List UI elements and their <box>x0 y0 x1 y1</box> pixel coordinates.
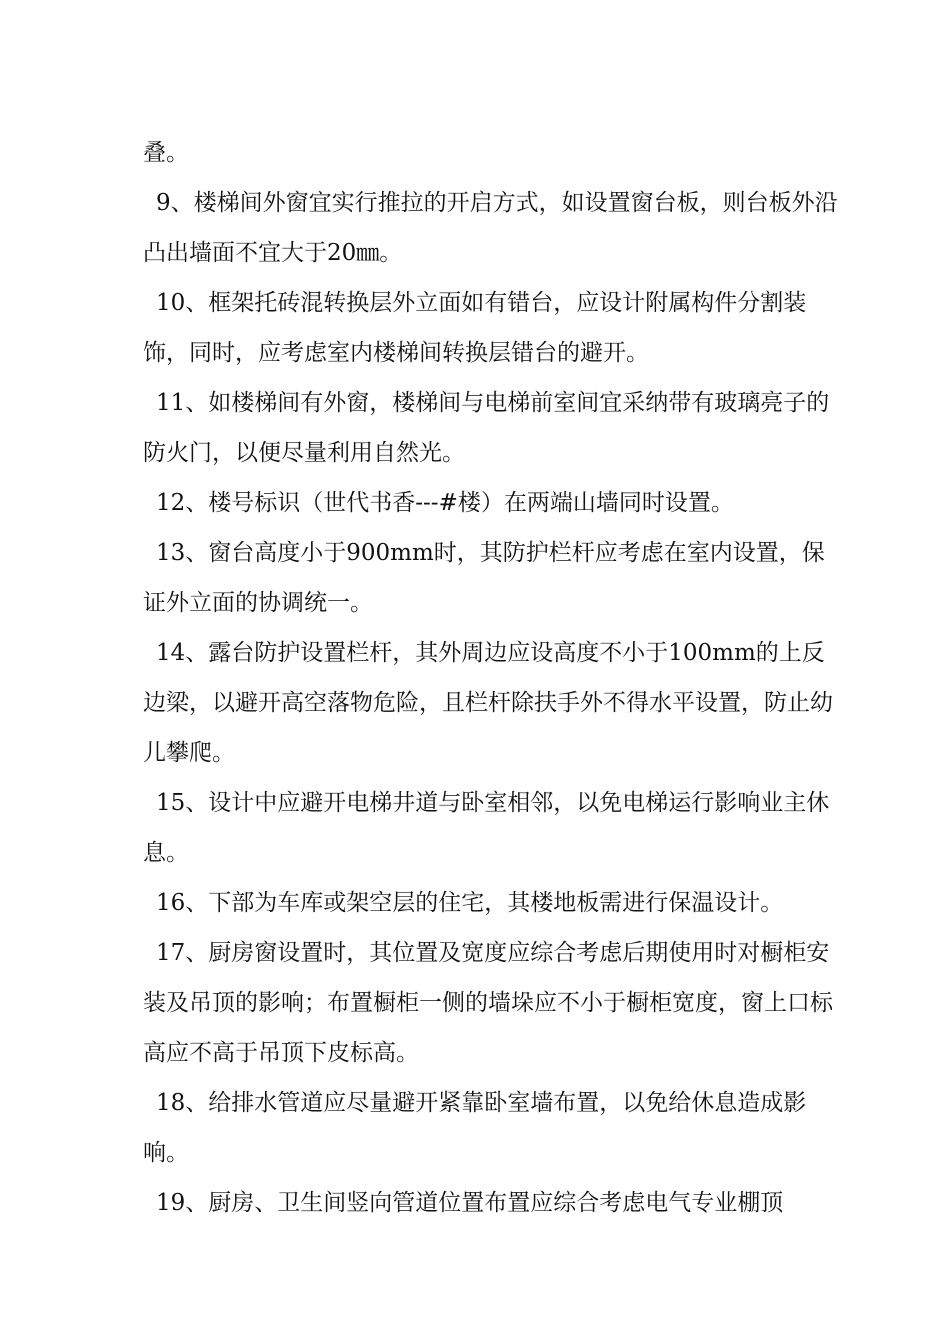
paragraph-continuation: 叠。 <box>143 140 189 166</box>
paragraph-item-13: 13、窗台高度小于900mm时，其防护栏杆应考虑在室内设置，保证外立面的协调统一。 <box>143 540 825 616</box>
paragraph-item-14: 14、露台防护设置栏杆，其外周边应设高度不小于100mm的上反边梁，以避开高空落物危险，且栏杆除扶手外不得水平设置，防止幼儿攀爬。 <box>143 640 833 766</box>
paragraph-item-19: 19、厨房、卫生间竖向管道位置布置应综合考虑电气专业棚顶 <box>156 1190 784 1216</box>
document-body <box>143 128 843 1228</box>
paragraph-item-15: 15、设计中应避开电梯井道与卧室相邻，以免电梯运行影响业主休息。 <box>143 790 830 866</box>
paragraph-item-17: 17、厨房窗设置时，其位置及宽度应综合考虑后期使用时对橱柜安装及吊顶的影响；布置橱柜一侧的墙垛应不小于橱柜宽度，窗上口标高应不高于吊顶下皮标高。 <box>143 940 833 1066</box>
paragraph-item-18: 18、给排水管道应尽量避开紧靠卧室墙布置，以免给休息造成影响。 <box>143 1090 807 1166</box>
paragraph-item-9: 9、楼梯间外窗宜实行推拉的开启方式，如设置窗台板，则台板外沿凸出墙面不宜大于20㎜。 <box>143 190 838 266</box>
paragraph-item-11: 11、如楼梯间有外窗，楼梯间与电梯前室间宜采纳带有玻璃亮子的防火门，以便尽量利用自然光。 <box>143 390 830 466</box>
paragraph-item-10: 10、框架托砖混转换层外立面如有错台，应设计附属构件分割装饰，同时，应考虑室内楼梯间转换层错台的避开。 <box>143 290 807 366</box>
paragraph-item-12: 12、楼号标识（世代书香---#楼）在两端山墙同时设置。 <box>156 490 734 516</box>
paragraph-item-16: 16、下部为车库或架空层的住宅，其楼地板需进行保温设计。 <box>156 890 784 916</box>
